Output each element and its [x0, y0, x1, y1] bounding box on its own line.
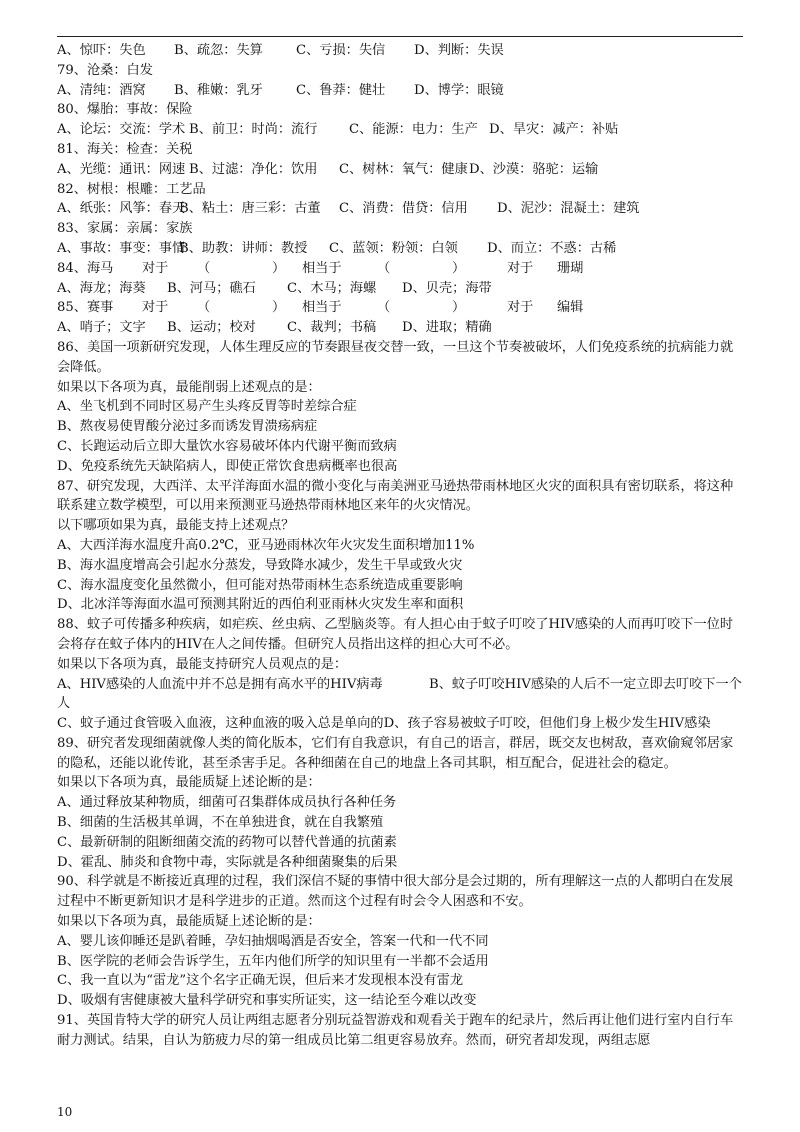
q81-stem: 81、海关：检查：关税: [57, 141, 193, 157]
q80-option-c[interactable]: C、能源：电力：生产: [349, 122, 478, 138]
q84-stem-blank-close: ）: [452, 260, 466, 276]
q88-option-a[interactable]: A、HIV感染的人血流中并不总是拥有高水平的HIV病毒: [57, 676, 383, 692]
q85-stem-blank-close: ）: [272, 300, 286, 316]
q85-option-b[interactable]: B、运动；校对: [167, 320, 256, 336]
q90-stem: 90、科学就是不断接近真理的过程，我们深信不疑的事情中很大部分是会过期的，所有理解这一点的人都明白在发展过程中不断更新知识才是科学进步的正道。然而这个过程有时会令人困惑和不安。: [57, 874, 734, 910]
q81-option-c[interactable]: C、树林：氧气：健康: [339, 161, 468, 177]
q84-option-a[interactable]: A、海龙；海葵: [57, 280, 146, 296]
q80-option-a[interactable]: A、论坛：交流：学术: [57, 122, 186, 138]
q82-stem: 82、树根：根雕：工艺品: [57, 181, 206, 197]
q85-stem-blank-open: （: [197, 300, 211, 316]
q84-option-b[interactable]: B、河马；礁石: [167, 280, 256, 296]
q83-options: [57, 239, 745, 259]
q84-stem-blank-open: （: [197, 260, 211, 276]
q88-question: 如果以下各项为真，最能支持研究人员观点的是：: [57, 656, 348, 672]
q82-option-b[interactable]: B、粘土：唐三彩：古董: [179, 201, 321, 217]
q78-options: [57, 41, 745, 61]
q83-option-d[interactable]: D、而立：不惑：古稀: [487, 240, 617, 256]
q86-stem: 86、美国一项新研究发现，人体生理反应的节奏跟昼夜交替一致，一旦这个节奏被破坏，人们免疫系统的抗病能力就会降低。: [57, 339, 734, 375]
q90-option-b[interactable]: B、医学院的老师会告诉学生，五年内他们所学的知识里有一半都不会适用: [57, 953, 489, 969]
q83-stem: 83、家属：亲属：家族: [57, 221, 193, 237]
q89-question: 如果以下各项为真，最能质疑上述论断的是：: [57, 775, 321, 791]
q88-option-d[interactable]: D、孩子容易被蚊子叮咬，但他们身上极少发生HIV感染: [383, 716, 711, 732]
q83-option-a[interactable]: A、事故：事变：事情: [57, 240, 186, 256]
q79-option-a[interactable]: A、清纯：酒窝: [57, 82, 146, 98]
q84-options: [57, 279, 745, 299]
q85-stem: [57, 298, 745, 318]
q84-option-c[interactable]: C、木马；海螺: [287, 280, 377, 296]
q84-stem: [57, 259, 745, 279]
q86-option-b[interactable]: B、熬夜易使胃酸分泌过多而诱发胃溃疡病症: [57, 419, 318, 435]
q87-option-d[interactable]: D、北冰洋等海面水温可预测其附近的西伯利亚雨林火灾发生率和面积: [57, 597, 464, 613]
q85-options: [57, 318, 745, 338]
page-content: [57, 41, 745, 1051]
q81-options: [57, 160, 745, 180]
q78-option-d[interactable]: D、判断：失误: [414, 43, 504, 58]
q82-option-c[interactable]: C、消费：借贷：信用: [339, 201, 468, 217]
q89-option-d[interactable]: D、霍乱、肺炎和食物中毒，实际就是各种细菌聚集的后果: [57, 854, 398, 870]
q90-question: 如果以下各项为真，最能质疑上述论断的是：: [57, 914, 321, 930]
q84-option-d[interactable]: D、贝壳；海带: [402, 280, 492, 296]
q87-stem: 87、研究发现，大西洋、太平洋海面水温的微小变化与南美洲亚马逊热带雨林地区火灾的面积具有密切联系，将这种联系建立数学模型，可以用来预测亚马逊热带雨林地区来年的火灾情况。: [57, 478, 734, 514]
q85-option-d[interactable]: D、进取；精确: [402, 320, 492, 336]
q90-option-d[interactable]: D、吸烟有害健康被大量科学研究和事实所证实，这一结论至今难以改变: [57, 993, 477, 1009]
q82-options: [57, 199, 745, 219]
q85-stem-subject: 85、赛事: [57, 300, 114, 316]
q86-option-a[interactable]: A、坐飞机到不同时区易产生头疼反胃等时差综合症: [57, 399, 357, 415]
q84-stem-subject: 84、海马: [57, 260, 114, 276]
q85-stem-blank-open: （: [377, 300, 391, 316]
q86-question: 如果以下各项为真，最能削弱上述观点的是：: [57, 379, 321, 395]
q91-stem: 91、英国肯特大学的研究人员让两组志愿者分别玩益智游戏和观看关于跑车的纪录片，然后再让他们进行室内自行车耐力测试。结果，自认为筋疲力尽的第一组成员比第二组更容易放弃。然而，研究者却发现，两组志愿: [57, 1013, 734, 1048]
q85-option-a[interactable]: A、哨子；文字: [57, 320, 146, 336]
q80-option-d[interactable]: D、旱灾：减产：补贴: [489, 122, 619, 138]
q90-option-c[interactable]: C、我一直以为“雷龙”这个名字正确无误，但后来才发现根本没有雷龙: [57, 973, 464, 989]
q78-option-b[interactable]: B、疏忽：失算: [174, 43, 263, 58]
q84-stem-word: 相当于: [302, 260, 342, 276]
q81-option-b[interactable]: B、过滤：净化：饮用: [189, 161, 318, 177]
q85-stem-word: 对于: [142, 300, 169, 316]
q82-option-a[interactable]: A、纸张：风筝：春天: [57, 201, 186, 217]
q84-stem-blank-close: ）: [272, 260, 286, 276]
q82-option-d[interactable]: D、泥沙：混凝土：建筑: [497, 201, 640, 217]
q85-stem-blank-close: ）: [452, 300, 466, 316]
q85-stem-word: 相当于: [302, 300, 342, 316]
q88-option-c[interactable]: C、蚊子通过食管吸入血液，这种血液的吸入总是单向的: [57, 716, 384, 732]
q80-option-b[interactable]: B、前卫：时尚：流行: [189, 122, 318, 138]
q86-option-d[interactable]: D、免疫系统先天缺陷病人，即使正常饮食患病概率也很高: [57, 458, 398, 474]
q89-option-b[interactable]: B、细菌的生活极其单调，不在单独进食，就在自我繁殖: [57, 815, 384, 831]
q87-option-b[interactable]: B、海水温度增高会引起水分蒸发，导致降水减少，发生干旱或致火灾: [57, 557, 463, 573]
page-number: 10: [57, 1105, 73, 1119]
q81-option-a[interactable]: A、光缆：通讯：网速: [57, 161, 186, 177]
q88-option-b[interactable]: B、蚊子叮咬HIV感染的人后不一定立即去叮咬下一个人: [57, 676, 742, 712]
q84-stem-word: 对于: [507, 260, 534, 276]
q80-options: [57, 120, 745, 140]
q79-option-b[interactable]: B、稚嫩：乳牙: [174, 82, 263, 98]
q78-option-a[interactable]: A、惊吓：失色: [57, 43, 146, 58]
q88-stem: 88、蚊子可传播多种疾病，如疟疾、丝虫病、乙型脑炎等。有人担心由于蚊子叮咬了HIV感染的人而再叮咬下一位时会将存在蚊子体内的HIV在人之间传播。但研究人员指出这样的担心大可不必。: [57, 617, 734, 652]
q79-options: [57, 81, 745, 101]
q79-stem: 79、沧桑：白发: [57, 62, 153, 78]
q84-stem-word: 对于: [142, 260, 169, 276]
q79-option-c[interactable]: C、鲁莽：健壮: [296, 82, 386, 98]
q90-option-a[interactable]: A、婴儿该仰睡还是趴着睡，孕妇抽烟喝酒是否安全，答案一代和一代不同: [57, 933, 489, 949]
q87-option-a[interactable]: A、大西洋海水温度升高0.2℃，亚马逊雨林次年火灾发生面积增加11%: [57, 537, 475, 553]
q80-stem: 80、爆胎：事故：保险: [57, 102, 193, 118]
header-rule: [57, 36, 743, 37]
q85-stem-word: 对于: [507, 300, 534, 316]
q89-stem: 89、研究者发现细菌就像人类的简化版本，它们有自我意识，有自己的语言，群居，既交友也树敌，喜欢偷窥邻居家的隐私，还能以讹传讹，甚至杀害手足。各种细菌在自己的地盘上各司其职，相互配合，促进社会的稳定。: [57, 735, 734, 771]
q78-option-c[interactable]: C、亏损：失信: [296, 43, 386, 58]
q89-option-a[interactable]: A、通过释放某种物质，细菌可召集群体成员执行各种任务: [57, 795, 397, 811]
q87-option-c[interactable]: C、海水温度变化虽然微小，但可能对热带雨林生态系统造成重要影响: [57, 577, 463, 593]
q81-option-d[interactable]: D、沙漠：骆驼：运输: [469, 161, 599, 177]
q88-options-ab: [57, 675, 745, 715]
q85-option-c[interactable]: C、裁判；书稿: [287, 320, 377, 336]
q85-stem-object: 编辑: [557, 300, 584, 316]
q87-question: 以下哪项如果为真，最能支持上述观点？: [57, 518, 295, 534]
q83-option-c[interactable]: C、蓝领：粉领：白领: [329, 240, 458, 256]
q84-stem-object: 珊瑚: [557, 260, 584, 276]
q86-option-c[interactable]: C、长跑运动后立即大量饮水容易破坏体内代谢平衡而致病: [57, 438, 397, 454]
q83-option-b[interactable]: B、助教：讲师：教授: [179, 240, 308, 256]
q79-option-d[interactable]: D、博学：眼镜: [414, 82, 504, 98]
q84-stem-blank-open: （: [377, 260, 391, 276]
q89-option-c[interactable]: C、最新研制的阻断细菌交流的药物可以替代普通的抗菌素: [57, 834, 397, 850]
q88-options-cd: [57, 714, 745, 734]
